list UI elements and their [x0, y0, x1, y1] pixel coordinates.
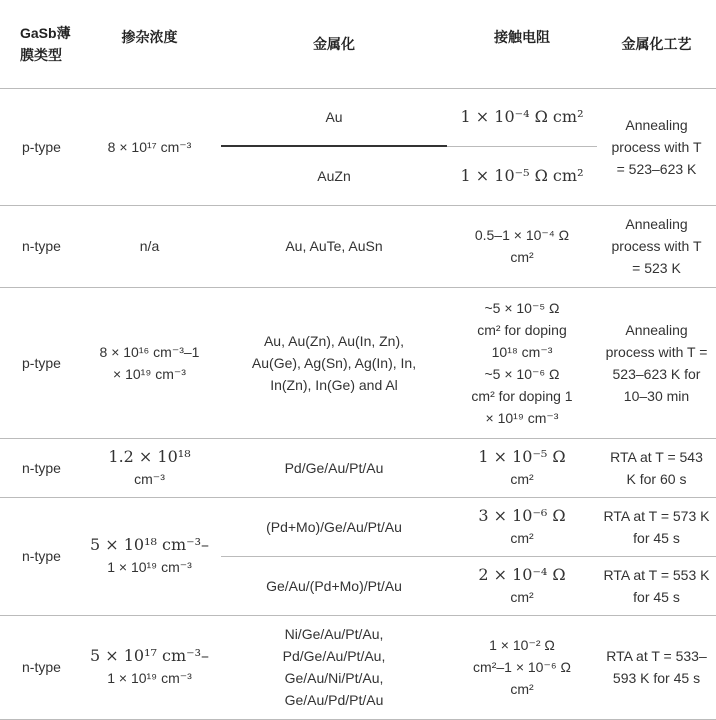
process-line: RTA at T = 543	[610, 448, 703, 465]
resistance-line: cm² for doping 1	[471, 387, 573, 404]
process-line: process with T =	[605, 343, 708, 360]
process-cell	[597, 497, 716, 556]
metal-cell: Au	[221, 88, 447, 146]
header-doping: 掺杂浓度	[121, 28, 178, 45]
metal-line: In(Zn), In(Ge) and Al	[270, 376, 398, 393]
header-process: 金属化工艺	[621, 35, 692, 52]
doping-cell	[78, 497, 221, 615]
resistance-cell	[447, 438, 597, 497]
table-row	[0, 205, 716, 287]
table-row	[0, 615, 716, 719]
process-line: Annealing	[625, 216, 688, 232]
doping-cell: n/a	[78, 205, 221, 287]
resistance-line: cm²	[510, 249, 534, 265]
doping-cell	[78, 287, 221, 438]
process-line: 10–30 min	[623, 387, 690, 404]
resistance-line: cm²	[510, 529, 534, 546]
process-cell	[597, 205, 716, 287]
resistance-line: cm²–1 × 10⁻⁶ Ω	[473, 659, 571, 675]
table-header-row	[0, 0, 716, 88]
metal-line: Ge/Au/Pd/Pt/Au	[284, 692, 384, 708]
process-line: for 45 s	[633, 588, 680, 605]
film-type-cell: p-type	[0, 287, 78, 438]
metal-cell	[221, 615, 447, 719]
metal-cell: Au, AuTe, AuSn	[221, 205, 447, 287]
doping-line: 1 × 10¹⁹ cm⁻³	[107, 670, 192, 686]
metal-line: Pd/Ge/Au/Pt/Au,	[282, 648, 386, 664]
film-type-cell: p-type	[0, 88, 78, 205]
resistance-value: 1 × 10⁻⁵ Ω cm²	[460, 165, 584, 185]
film-type-cell: n-type	[0, 615, 78, 719]
metal-line: Au(Ge), Ag(Sn), Ag(In), In,	[251, 354, 417, 371]
header-film-type-line1: GaSb薄	[20, 24, 71, 41]
process-line: RTA at T = 573 K	[603, 507, 710, 524]
resistance-line: 10¹⁸ cm⁻³	[491, 343, 553, 360]
doping-line: 1 × 10¹⁹ cm⁻³	[107, 559, 192, 575]
resistance-cell	[447, 615, 597, 719]
resistance-line: 1 × 10⁻⁵ Ω	[478, 446, 566, 466]
doping-cell: 8 × 10¹⁷ cm⁻³	[78, 88, 221, 205]
doping-cell	[78, 615, 221, 719]
resistance-cell	[447, 146, 597, 205]
process-line: process with T	[611, 138, 702, 155]
process-line: 523–623 K for	[612, 365, 701, 382]
resistance-cell	[447, 556, 597, 615]
resistance-value: 1 × 10⁻⁴ Ω cm²	[460, 107, 584, 126]
header-contact-resistance: 接触电阻	[494, 28, 550, 45]
film-type-cell: n-type	[0, 497, 78, 615]
resistance-line: cm²	[510, 470, 534, 487]
process-line: Annealing	[625, 321, 688, 338]
metal-line: Ge/Au/Ni/Pt/Au,	[284, 670, 384, 686]
resistance-line: cm²	[510, 681, 534, 697]
process-line: for 45 s	[633, 529, 680, 546]
film-type-cell: n-type	[0, 438, 78, 497]
film-type-cell: n-type	[0, 205, 78, 287]
process-cell	[597, 88, 716, 205]
resistance-line: ~5 × 10⁻⁶ Ω	[484, 365, 560, 382]
doping-line: 5 × 10¹⁷ cm⁻³–	[89, 646, 210, 665]
process-line: = 523–623 K	[616, 160, 697, 177]
resistance-line: cm²	[510, 588, 534, 605]
process-line: process with T	[611, 238, 702, 254]
header-metallization: 金属化	[313, 35, 355, 52]
resistance-line: × 10¹⁹ cm⁻³	[485, 409, 559, 426]
process-line: RTA at T = 553 K	[603, 566, 710, 583]
metal-line: Ni/Ge/Au/Pt/Au,	[284, 626, 384, 642]
process-line: K for 60 s	[626, 470, 687, 487]
doping-line: × 10¹⁹ cm⁻³	[113, 365, 186, 382]
table-row	[0, 497, 716, 556]
resistance-line: cm² for doping	[477, 321, 567, 338]
process-cell	[597, 556, 716, 615]
metal-cell: Ge/Au/(Pd+Mo)/Pt/Au	[221, 556, 447, 615]
table-row	[0, 287, 716, 438]
metal-cell: AuZn	[221, 146, 447, 205]
process-cell	[597, 287, 716, 438]
doping-line: cm⁻³	[134, 470, 165, 487]
metal-line: Au, Au(Zn), Au(In, Zn),	[263, 332, 405, 349]
doping-line: 5 × 10¹⁸ cm⁻³–	[89, 535, 210, 554]
resistance-line: 2 × 10⁻⁴ Ω	[478, 564, 566, 584]
doping-line: 1.2 × 10¹⁸	[108, 446, 191, 466]
process-line: 593 K for 45 s	[612, 670, 701, 686]
doping-line: 8 × 10¹⁶ cm⁻³–1	[99, 343, 200, 360]
process-cell	[597, 438, 716, 497]
metal-cell: (Pd+Mo)/Ge/Au/Pt/Au	[221, 497, 447, 556]
resistance-cell	[447, 497, 597, 556]
resistance-cell	[447, 88, 597, 146]
doping-cell	[78, 438, 221, 497]
process-line: Annealing	[625, 116, 688, 133]
table-row	[0, 88, 716, 146]
resistance-line: 0.5–1 × 10⁻⁴ Ω	[474, 227, 570, 243]
table-row	[0, 438, 716, 497]
resistance-cell	[447, 287, 597, 438]
metal-cell: Pd/Ge/Au/Pt/Au	[221, 438, 447, 497]
process-cell	[597, 615, 716, 719]
resistance-line: 1 × 10⁻² Ω	[489, 637, 555, 653]
resistance-line: 3 × 10⁻⁶ Ω	[478, 505, 566, 525]
resistance-cell	[447, 205, 597, 287]
header-film-type	[0, 0, 78, 88]
metal-cell	[221, 287, 447, 438]
process-line: = 523 K	[632, 260, 681, 276]
header-film-type-line2: 膜类型	[20, 46, 62, 63]
resistance-line: ~5 × 10⁻⁵ Ω	[484, 299, 560, 316]
process-line: RTA at T = 533–	[606, 648, 707, 664]
